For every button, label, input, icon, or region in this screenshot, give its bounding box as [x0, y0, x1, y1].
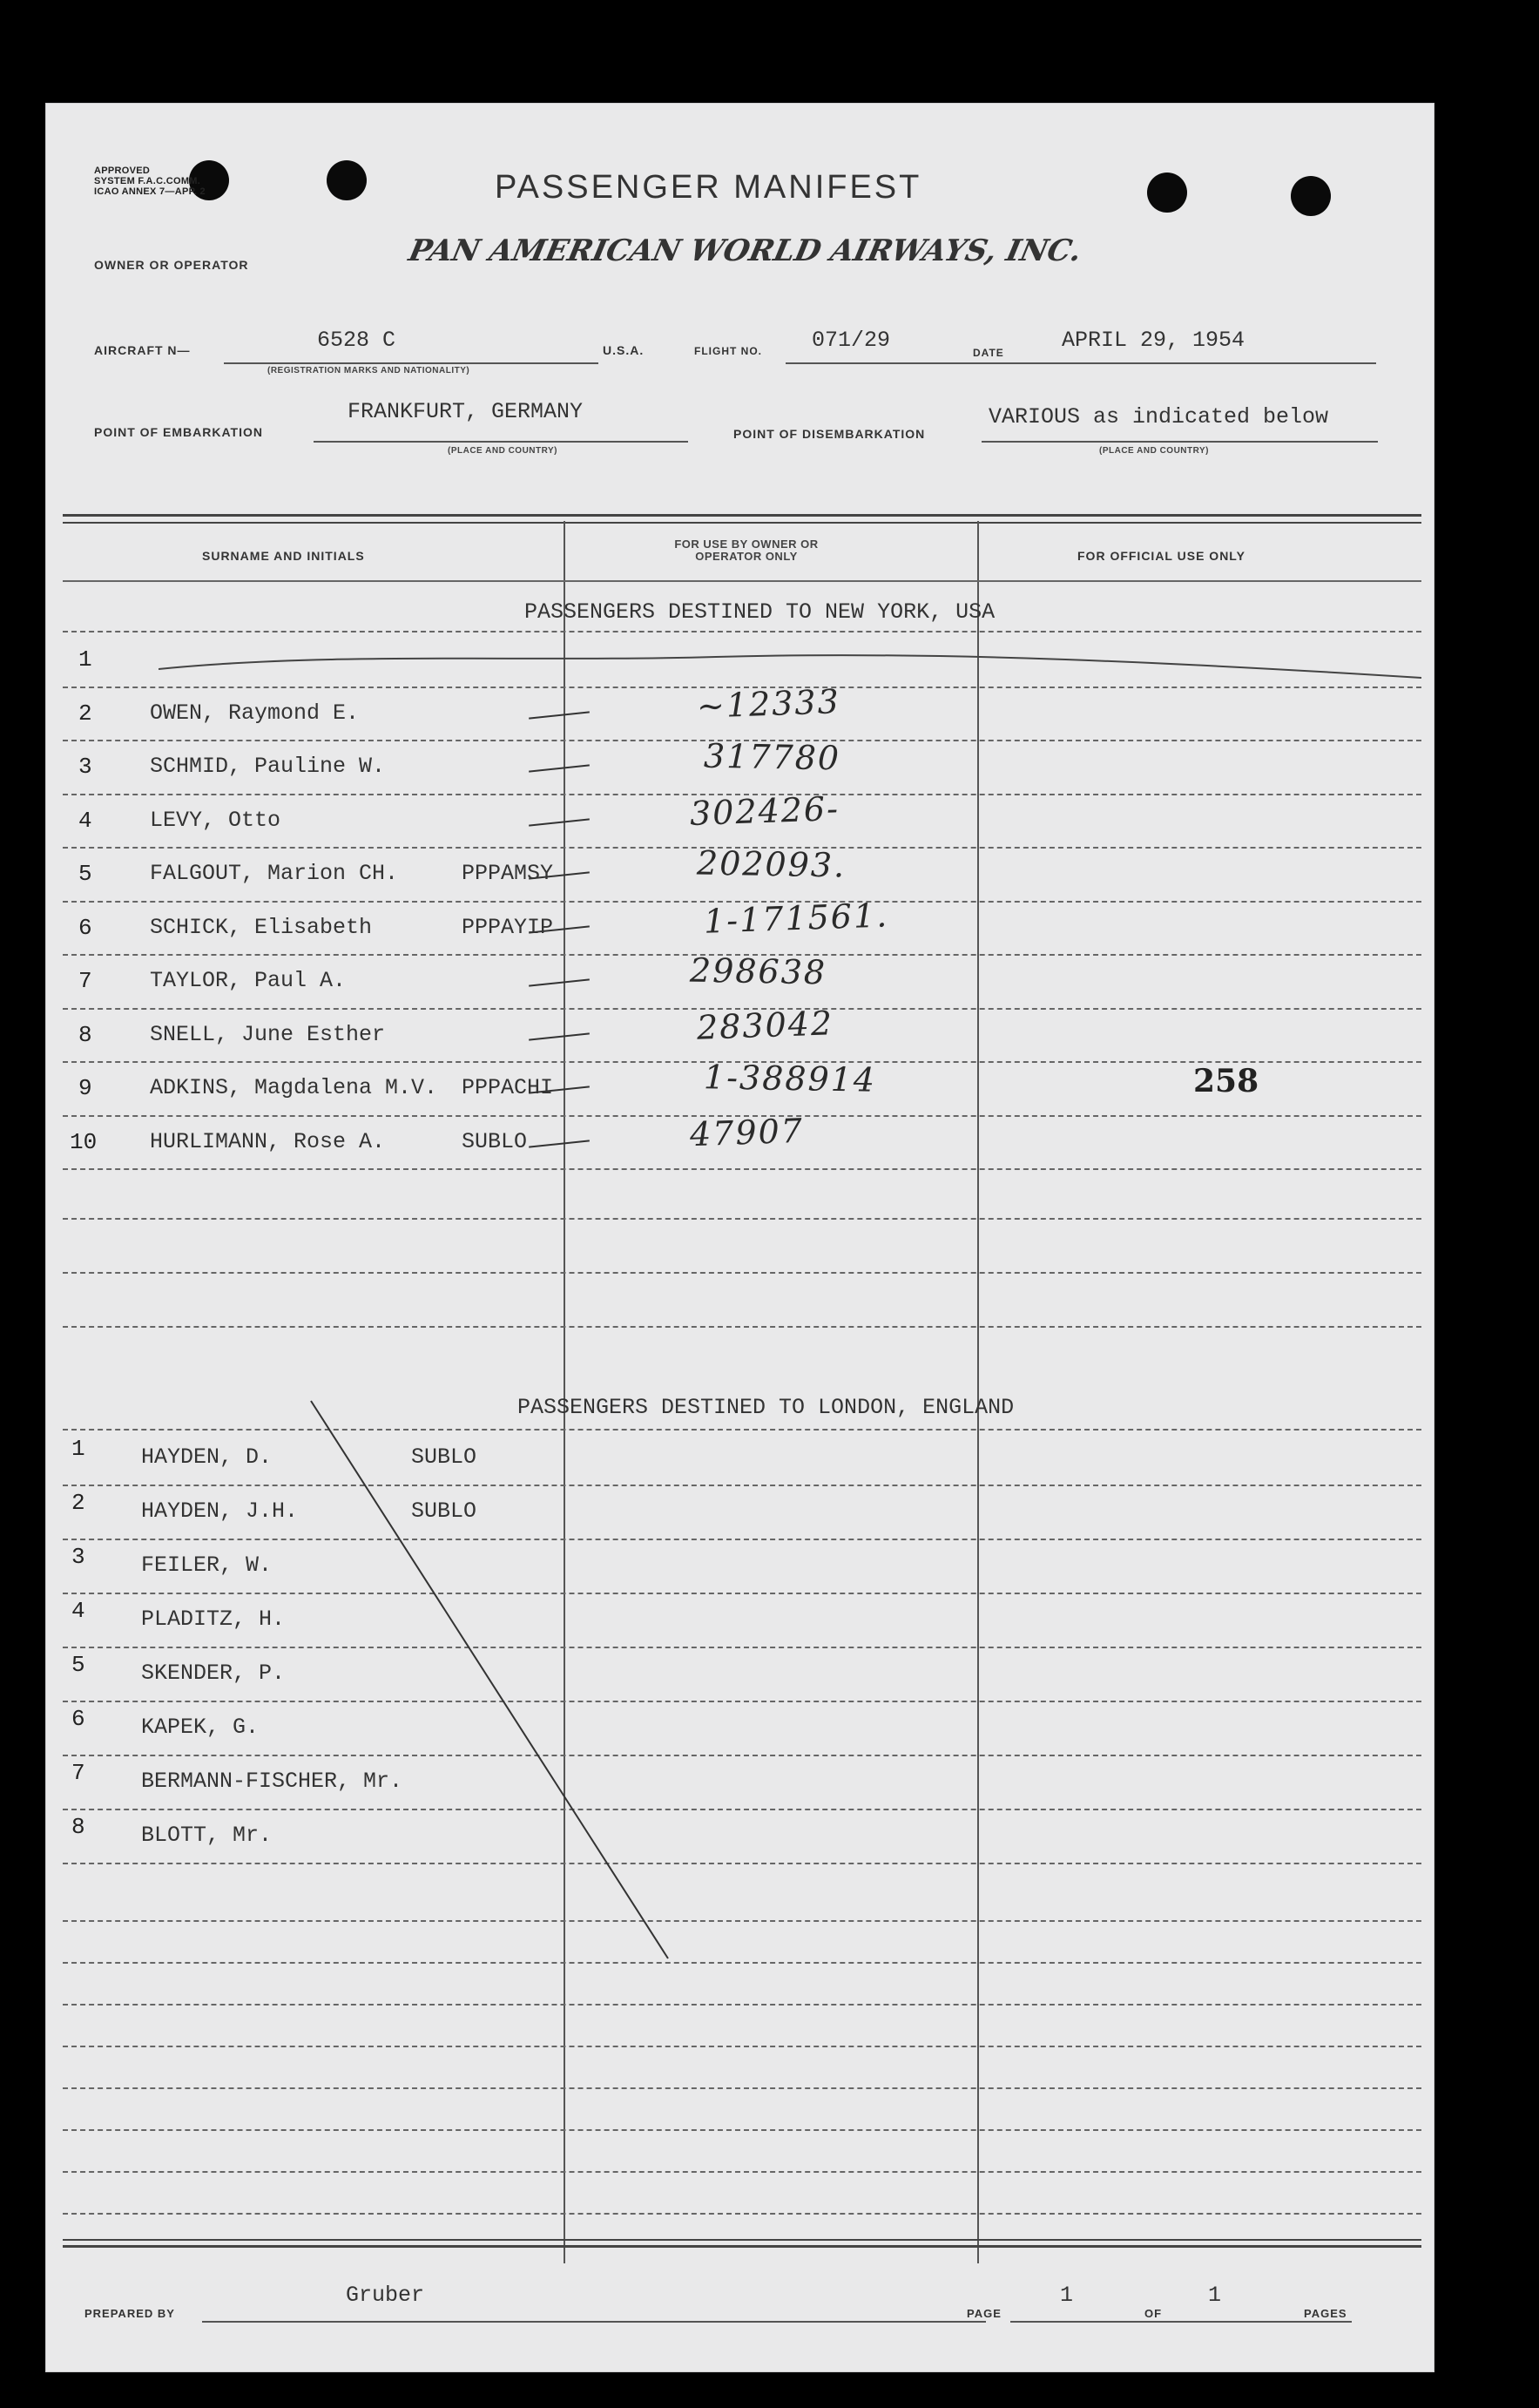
blank-row-rule — [63, 1962, 1421, 1964]
passenger-name: BLOTT, Mr. — [141, 1823, 273, 1848]
passenger-name: LEVY, Otto — [150, 807, 281, 833]
of-label: OF — [1144, 2307, 1163, 2320]
row-rule — [63, 1755, 1421, 1756]
row-number: 2 — [71, 1490, 85, 1516]
row-number: 8 — [78, 1021, 92, 1048]
row-number: 3 — [71, 1544, 85, 1570]
row-rule — [63, 1429, 1421, 1431]
passenger-code: PPPACHI — [462, 1075, 554, 1100]
passenger-name: ADKINS, Magdalena M.V. — [150, 1075, 438, 1100]
row-number: 7 — [78, 968, 92, 994]
row-number: 1 — [71, 1436, 85, 1462]
handwritten-number: 47907 — [689, 1111, 805, 1153]
column-divider — [564, 521, 565, 2263]
handwritten-number: ~12333 — [696, 681, 841, 726]
blank-row-rule — [63, 1218, 1421, 1220]
table-bottom-rule — [63, 2239, 1421, 2248]
blank-row-rule — [63, 2213, 1421, 2215]
row-number: 5 — [78, 861, 92, 887]
handwritten-number: 302426- — [689, 788, 840, 833]
row-number: 2 — [78, 700, 92, 727]
page-value: 1 — [1060, 2283, 1074, 2308]
embark-underline — [314, 441, 688, 443]
aircraft-label: AIRCRAFT N— — [94, 343, 191, 357]
owner-label: OWNER OR OPERATOR — [94, 258, 249, 272]
row-rule — [63, 1539, 1421, 1540]
row-number: 9 — [78, 1075, 92, 1101]
column-divider — [977, 521, 979, 2263]
handwritten-number: 1-388914 — [703, 1058, 877, 1099]
aircraft-sub: (REGISTRATION MARKS AND NATIONALITY) — [267, 366, 470, 375]
row-number: 1 — [78, 646, 92, 673]
col-owner-header: FOR USE BY OWNER OR OPERATOR ONLY — [674, 538, 819, 563]
check-tick — [529, 978, 590, 986]
disembark-sub: (PLACE AND COUNTRY) — [1099, 446, 1209, 456]
handwritten-number: 283042 — [696, 1003, 834, 1047]
passenger-name: KAPEK, G. — [141, 1715, 260, 1740]
handwritten-number: 298638 — [689, 950, 827, 992]
check-tick — [529, 764, 590, 772]
header-rule — [63, 580, 1421, 582]
blank-row-rule — [63, 2046, 1421, 2047]
aircraft-underline — [224, 362, 598, 364]
prepared-underline — [202, 2321, 986, 2323]
page-label: PAGE — [967, 2307, 1002, 2320]
passenger-code: SUBLO — [462, 1128, 528, 1154]
handwritten-number: 202093. — [696, 843, 847, 885]
passenger-name: SCHMID, Pauline W. — [150, 754, 386, 779]
table-top-rule — [63, 514, 1421, 524]
passenger-code: PPPAYIP — [462, 914, 554, 940]
row-number: 6 — [71, 1706, 85, 1732]
passenger-name: PLADITZ, H. — [141, 1606, 286, 1632]
check-tick — [529, 1140, 590, 1147]
row-number: 10 — [70, 1128, 98, 1155]
airline-logo-text: PAN AMERICAN WORLD AIRWAYS, INC. — [405, 233, 1085, 268]
flight-underline — [786, 362, 1012, 364]
disembark-label: POINT OF DISEMBARKATION — [733, 427, 926, 441]
passenger-name: SCHICK, Elisabeth — [150, 914, 373, 940]
row-rule — [63, 1809, 1421, 1810]
row-number: 5 — [71, 1652, 85, 1678]
strike-line — [159, 643, 1430, 687]
row-number: 3 — [78, 754, 92, 780]
prepared-value: Gruber — [346, 2283, 425, 2308]
punch-hole — [1291, 176, 1331, 216]
page-title: PASSENGER MANIFEST — [495, 169, 922, 206]
passenger-name: HAYDEN, D. — [141, 1444, 273, 1470]
passenger-name: HAYDEN, J.H. — [141, 1498, 299, 1524]
disembark-underline — [982, 441, 1378, 443]
pages-value: 1 — [1208, 2283, 1222, 2308]
punch-hole — [327, 160, 367, 200]
passenger-name: BERMANN-FISCHER, Mr. — [141, 1769, 403, 1794]
row-rule — [63, 1863, 1421, 1864]
blank-row-rule — [63, 1272, 1421, 1274]
row-rule — [63, 1701, 1421, 1702]
row-number: 6 — [78, 914, 92, 941]
blank-row-rule — [63, 2004, 1421, 2006]
passenger-code: PPPAMSY — [462, 861, 554, 886]
section-heading-london: PASSENGERS DESTINED TO LONDON, ENGLAND — [517, 1395, 1015, 1420]
date-underline — [1010, 362, 1376, 364]
passenger-name: TAYLOR, Paul A. — [150, 968, 347, 993]
row-rule — [63, 1647, 1421, 1648]
approval-line: SYSTEM F.A.C.COMM. — [94, 176, 201, 186]
blank-row-rule — [63, 1326, 1421, 1328]
embark-value: FRANKFURT, GERMANY — [348, 399, 584, 424]
aircraft-value: 6528 C — [317, 328, 396, 353]
flight-value: 071/29 — [812, 328, 891, 353]
row-number: 8 — [71, 1814, 85, 1840]
row-number: 7 — [71, 1760, 85, 1786]
passenger-name: FALGOUT, Marion CH. — [150, 861, 399, 886]
passenger-code: SUBLO — [411, 1498, 477, 1524]
passenger-name: OWEN, Raymond E. — [150, 700, 360, 726]
approval-line: ICAO ANNEX 7—APP. 2 — [94, 186, 206, 197]
date-value: APRIL 29, 1954 — [1062, 328, 1245, 353]
col-surname-header: SURNAME AND INITIALS — [202, 549, 365, 563]
manifest-sheet — [45, 103, 1434, 2372]
check-tick — [529, 711, 590, 719]
punch-hole — [1147, 172, 1187, 213]
blank-row-rule — [63, 2087, 1421, 2089]
handwritten-number: 1-171561. — [703, 895, 889, 941]
blank-row-rule — [63, 2171, 1421, 2173]
passenger-code: SUBLO — [411, 1444, 477, 1470]
pages-underline — [1178, 2321, 1352, 2323]
official-number: 258 — [1193, 1063, 1259, 1099]
approval-block — [94, 166, 206, 197]
disembark-value: VARIOUS as indicated below — [989, 404, 1329, 430]
row-rule — [63, 1168, 1421, 1170]
section-heading-newyork: PASSENGERS DESTINED TO NEW YORK, USA — [524, 599, 996, 625]
row-number: 4 — [71, 1598, 85, 1624]
row-rule — [63, 1593, 1421, 1594]
embark-label: POINT OF EMBARKATION — [94, 425, 263, 439]
check-tick — [529, 818, 590, 826]
row-rule — [63, 1485, 1421, 1486]
page-underline — [1010, 2321, 1185, 2323]
row-number: 4 — [78, 807, 92, 834]
approval-line: APPROVED — [94, 166, 151, 176]
passenger-name: HURLIMANN, Rose A. — [150, 1128, 386, 1154]
blank-row-rule — [63, 2129, 1421, 2131]
passenger-name: SKENDER, P. — [141, 1661, 286, 1686]
check-tick — [529, 1032, 590, 1040]
embark-sub: (PLACE AND COUNTRY) — [448, 446, 557, 456]
usa-label: U.S.A. — [603, 343, 645, 357]
passenger-name: FEILER, W. — [141, 1552, 273, 1578]
date-label: DATE — [973, 347, 1004, 359]
pages-label: PAGES — [1304, 2307, 1347, 2320]
cancel-line — [307, 1397, 672, 1963]
prepared-label: PREPARED BY — [84, 2307, 175, 2320]
passenger-name: SNELL, June Esther — [150, 1021, 386, 1047]
row-rule — [63, 631, 1421, 632]
blank-row-rule — [63, 1920, 1421, 1922]
col-official-header: FOR OFFICIAL USE ONLY — [1077, 549, 1245, 563]
handwritten-number: 317780 — [703, 736, 841, 778]
flight-label: FLIGHT NO. — [694, 345, 762, 357]
